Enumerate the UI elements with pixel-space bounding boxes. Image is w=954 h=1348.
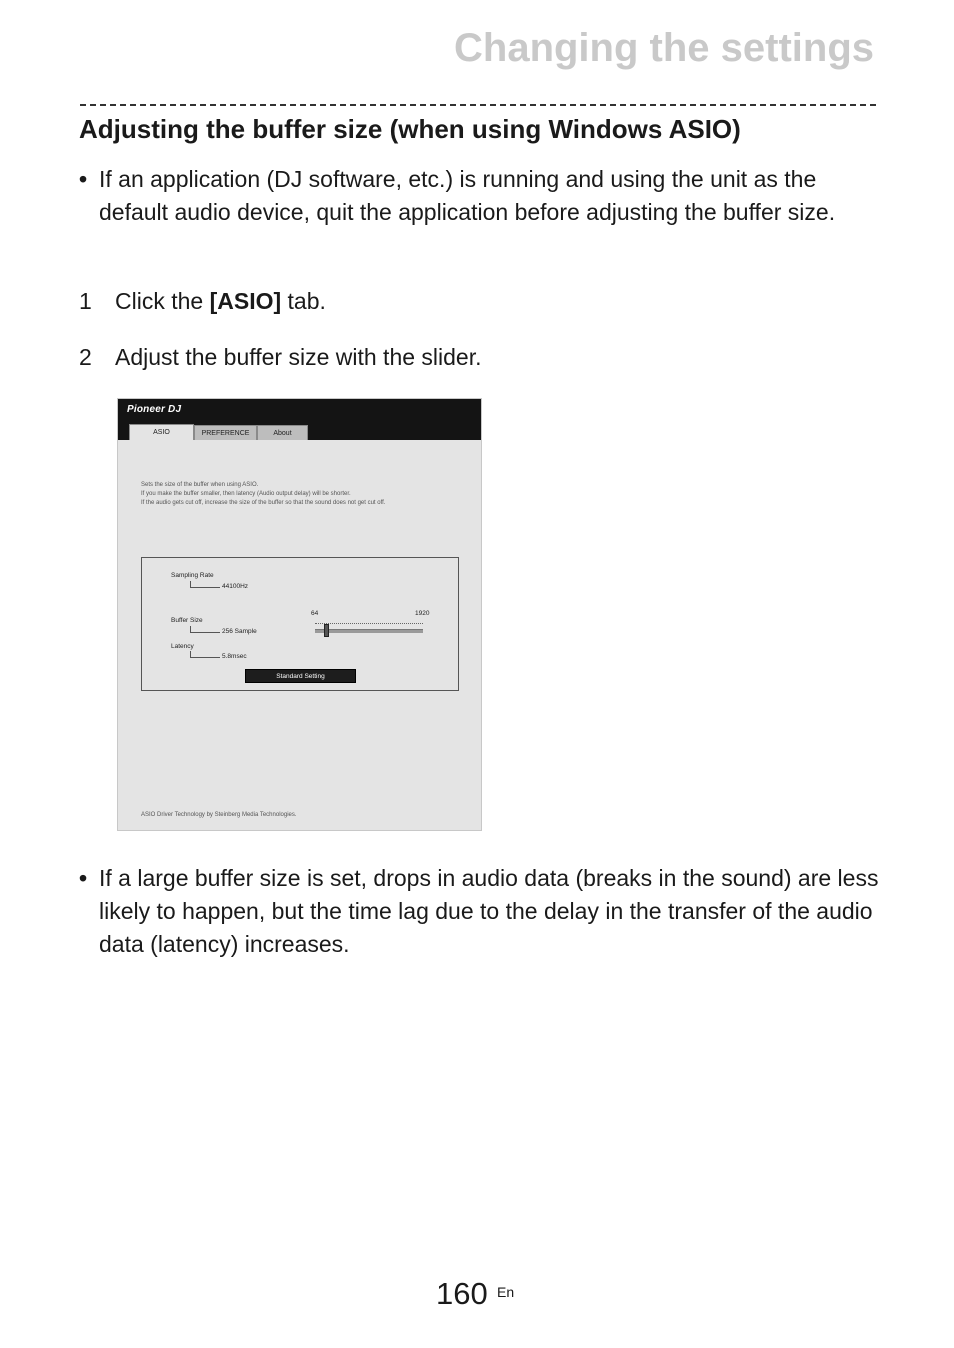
leader-line [190, 626, 220, 633]
bullet-text: If an application (DJ software, etc.) is running and using the unit as the default audio device, quit the application before adjusting the buffer size. [99, 166, 836, 225]
step-text: Adjust the buffer size with the slider. [115, 344, 482, 370]
bullet-marker: • [79, 166, 88, 192]
slider-min-label: 64 [311, 610, 319, 617]
buffer-size-slider[interactable] [315, 629, 423, 633]
bullet-text: If a large buffer size is set, drops in audio data (breaks in the sound) are less likely to happen, but the time lag due to the delay in the transfer of the audio data (latency) increases. [99, 865, 879, 957]
buffer-size-label: Buffer Size [171, 617, 203, 624]
section-heading: Adjusting the buffer size (when using Windows ASIO) [79, 114, 741, 144]
description-line: Sets the size of the buffer when using ASIO. [141, 482, 259, 488]
slider-max-label: 1920 [415, 610, 430, 617]
description-line: If you make the buffer smaller, then latency (Audio output delay) will be shorter. [141, 491, 351, 497]
step-bold-label: [ASIO] [209, 288, 282, 314]
buffer-size-value: 256 Sample [222, 628, 257, 635]
step-number: 2 [79, 344, 92, 370]
standard-setting-button[interactable]: Standard Setting [245, 669, 356, 683]
bullet-marker: • [79, 865, 88, 891]
asio-settings-screenshot [117, 398, 482, 831]
step-text-suffix: tab. [281, 288, 326, 314]
slider-ticks [315, 620, 423, 624]
latency-label: Latency [171, 643, 194, 650]
app-header-bar [118, 399, 481, 440]
pioneer-dj-logo: Pioneer DJ [127, 404, 182, 415]
sampling-rate-value: 44100Hz [222, 583, 249, 590]
asio-driver-credit: ASIO Driver Technology by Steinberg Media Technologies. [141, 812, 297, 818]
latency-value: 5.8msec [222, 653, 247, 660]
tab-asio[interactable]: ASIO [129, 424, 194, 440]
step-2 [79, 342, 482, 372]
step-number: 1 [79, 288, 92, 314]
description-line: If the audio gets cut off, increase the size of the buffer so that the sound does not get cut off. [141, 500, 386, 506]
dashed-divider [80, 104, 876, 106]
bullet-item [79, 163, 879, 229]
asio-description [141, 481, 386, 508]
bullet-item [79, 862, 879, 961]
tab-preference[interactable]: PREFERENCE [194, 425, 257, 440]
leader-line [190, 651, 220, 658]
page-language: En [497, 1284, 515, 1300]
step-text-prefix: Click the [115, 288, 210, 314]
slider-thumb[interactable] [324, 624, 329, 637]
leader-line [190, 581, 220, 588]
sampling-rate-label: Sampling Rate [171, 572, 214, 579]
tab-about[interactable]: About [257, 425, 308, 440]
page-title: Changing the settings [454, 26, 874, 70]
buffer-settings-panel [141, 557, 459, 691]
page-number: 160 [436, 1276, 488, 1311]
step-1 [79, 286, 326, 316]
